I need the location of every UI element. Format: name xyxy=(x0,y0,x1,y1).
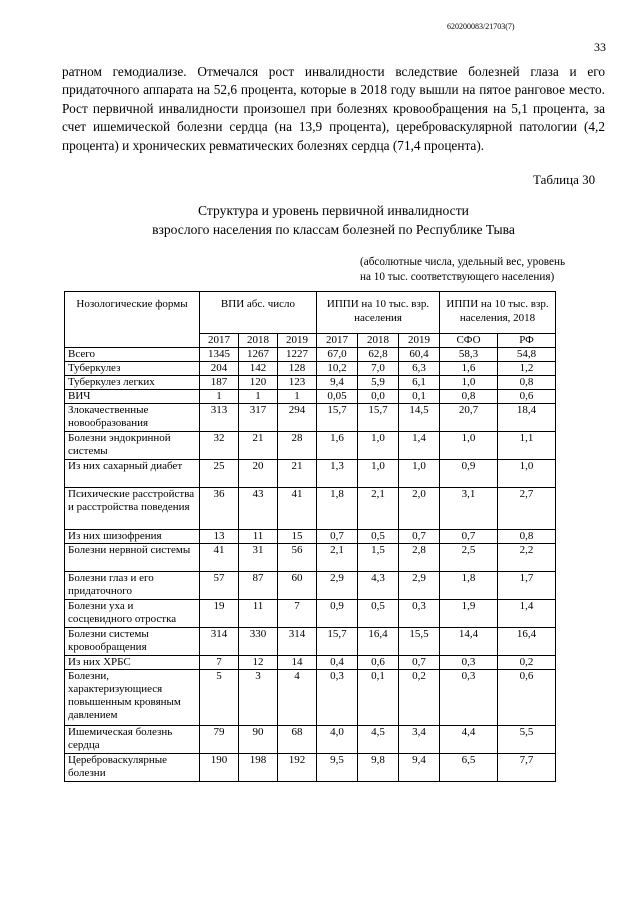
table-cell: 0,2 xyxy=(498,656,556,670)
table-cell: 0,9 xyxy=(440,460,498,488)
table-cell: 20,7 xyxy=(440,404,498,432)
table-cell: 4 xyxy=(278,670,317,726)
table-row xyxy=(65,460,556,488)
body-paragraph: ратном гемодиализе. Отмечался рост инвалидности вследствие болезней глаза и его придаточного аппарата на 52,6 процента, которые в 2018 году вышли на пятое ранговое место. Рост первичной инвалидности произошел при болезнях кровообращения на 5,1 процента, за счет ишемической болезни сердца (на 13,9 процента), цереброваскулярной патологии (4,2 процента) и хронических ревматических болезнях сердца (71,4 процента). xyxy=(62,64,605,153)
table-cell: 0,05 xyxy=(317,390,358,404)
table-cell: 1,8 xyxy=(317,488,358,530)
table-note xyxy=(360,255,610,284)
table-cell: 1227 xyxy=(278,348,317,362)
table-cell: 15,7 xyxy=(317,628,358,656)
document-id: 620200083/21703(7) xyxy=(447,22,515,31)
table-cell: 6,1 xyxy=(399,376,440,390)
table-cell: 16,4 xyxy=(498,628,556,656)
table-cell: 14,5 xyxy=(399,404,440,432)
table-cell: 12 xyxy=(239,656,278,670)
table-cell: 62,8 xyxy=(358,348,399,362)
table-cell: 90 xyxy=(239,726,278,754)
table-cell: 2,7 xyxy=(498,488,556,530)
table-cell: 32 xyxy=(200,432,239,460)
row-label: Цереброваскулярные болезни xyxy=(65,754,200,782)
table-cell: 9,5 xyxy=(317,754,358,782)
table-cell: 2,5 xyxy=(440,544,498,572)
table-cell: 11 xyxy=(239,600,278,628)
row-label: Болезни нервной системы xyxy=(65,544,200,572)
table-cell: 11 xyxy=(239,530,278,544)
table-cell: 1 xyxy=(278,390,317,404)
table-cell: 0,3 xyxy=(440,656,498,670)
header-vpi: ВПИ абс. число xyxy=(200,292,317,334)
table-cell: 4,0 xyxy=(317,726,358,754)
table-row xyxy=(65,600,556,628)
table-cell: 21 xyxy=(278,460,317,488)
table-title-line2: взрослого населения по классам болезней по Республике Тыва xyxy=(152,221,515,237)
header-ippi-2018: ИППИ на 10 тыс. взр. населения, 2018 xyxy=(440,292,556,334)
table-cell: 313 xyxy=(200,404,239,432)
table-cell: 16,4 xyxy=(358,628,399,656)
table-cell: 60 xyxy=(278,572,317,600)
table-cell: 3 xyxy=(239,670,278,726)
row-label: Болезни глаз и его придаточного xyxy=(65,572,200,600)
table-cell: 0,3 xyxy=(399,600,440,628)
table-cell: 0,3 xyxy=(440,670,498,726)
year-header: 2018 xyxy=(358,334,399,348)
table-cell: 2,1 xyxy=(317,544,358,572)
table-cell: 1,6 xyxy=(317,432,358,460)
table-cell: 0,1 xyxy=(358,670,399,726)
table-cell: 1267 xyxy=(239,348,278,362)
row-label: Туберкулез xyxy=(65,362,200,376)
table-row xyxy=(65,390,556,404)
table-cell: 0,0 xyxy=(358,390,399,404)
table-cell: 314 xyxy=(278,628,317,656)
table-cell: 14 xyxy=(278,656,317,670)
table-cell: 314 xyxy=(200,628,239,656)
table-note-line2: на 10 тыс. соответствующего населения) xyxy=(360,270,555,283)
table-cell: 198 xyxy=(239,754,278,782)
table-cell: 1,0 xyxy=(399,460,440,488)
page-number: 33 xyxy=(594,40,606,54)
table-cell: 2,9 xyxy=(317,572,358,600)
table-cell: 18,4 xyxy=(498,404,556,432)
table-cell: 43 xyxy=(239,488,278,530)
row-label: ВИЧ xyxy=(65,390,200,404)
table-cell: 13 xyxy=(200,530,239,544)
table-cell: 187 xyxy=(200,376,239,390)
table-cell: 7 xyxy=(278,600,317,628)
row-label: Из них шизофрения xyxy=(65,530,200,544)
year-header: СФО xyxy=(440,334,498,348)
table-cell: 123 xyxy=(278,376,317,390)
table-cell: 3,4 xyxy=(399,726,440,754)
table-row xyxy=(65,572,556,600)
table-cell: 0,7 xyxy=(399,530,440,544)
header-ippi: ИППИ на 10 тыс. взр. населения xyxy=(317,292,440,334)
table-row xyxy=(65,376,556,390)
table-row xyxy=(65,530,556,544)
table-cell: 14,4 xyxy=(440,628,498,656)
table-cell: 1,5 xyxy=(358,544,399,572)
row-label: Болезни уха и сосцевидного отростка xyxy=(65,600,200,628)
row-label: Психические расстройства и расстройства поведения xyxy=(65,488,200,530)
table-cell: 192 xyxy=(278,754,317,782)
table-cell: 128 xyxy=(278,362,317,376)
table-cell: 1,9 xyxy=(440,600,498,628)
table-cell: 0,3 xyxy=(317,670,358,726)
table-cell: 7 xyxy=(200,656,239,670)
row-label: Всего xyxy=(65,348,200,362)
table-cell: 1,6 xyxy=(440,362,498,376)
table-cell: 15,5 xyxy=(399,628,440,656)
table-row xyxy=(65,670,556,726)
table-cell: 5,9 xyxy=(358,376,399,390)
table-cell: 2,2 xyxy=(498,544,556,572)
table-cell: 7,0 xyxy=(358,362,399,376)
table-cell: 294 xyxy=(278,404,317,432)
row-label: Болезни, характеризующиеся повышенным кровяным давлением xyxy=(65,670,200,726)
table-cell: 0,5 xyxy=(358,530,399,544)
year-header: 2017 xyxy=(317,334,358,348)
year-header: 2019 xyxy=(278,334,317,348)
table-cell: 4,3 xyxy=(358,572,399,600)
table-cell: 142 xyxy=(239,362,278,376)
table-row xyxy=(65,348,556,362)
row-label: Туберкулез легких xyxy=(65,376,200,390)
table-cell: 67,0 xyxy=(317,348,358,362)
header-nosology: Нозологические формы xyxy=(65,292,200,348)
table-cell: 317 xyxy=(239,404,278,432)
table-cell: 9,4 xyxy=(399,754,440,782)
table-cell: 0,8 xyxy=(440,390,498,404)
table-cell: 2,9 xyxy=(399,572,440,600)
table-cell: 0,1 xyxy=(399,390,440,404)
table-cell: 7,7 xyxy=(498,754,556,782)
table-cell: 1,4 xyxy=(399,432,440,460)
row-label: Из них ХРБС xyxy=(65,656,200,670)
table-cell: 0,2 xyxy=(399,670,440,726)
table-cell: 1,0 xyxy=(498,460,556,488)
year-header: 2018 xyxy=(239,334,278,348)
table-label: Таблица 30 xyxy=(533,172,596,187)
year-header: 2017 xyxy=(200,334,239,348)
table-cell: 6,5 xyxy=(440,754,498,782)
table-cell: 330 xyxy=(239,628,278,656)
table-cell: 57 xyxy=(200,572,239,600)
table-cell: 0,7 xyxy=(317,530,358,544)
table-cell: 56 xyxy=(278,544,317,572)
table-cell: 1 xyxy=(239,390,278,404)
table-row xyxy=(65,726,556,754)
table-cell: 10,2 xyxy=(317,362,358,376)
table-cell: 1,0 xyxy=(358,432,399,460)
table-cell: 68 xyxy=(278,726,317,754)
table-cell: 6,3 xyxy=(399,362,440,376)
table-cell: 1,0 xyxy=(440,376,498,390)
table-cell: 1,3 xyxy=(317,460,358,488)
table-cell: 36 xyxy=(200,488,239,530)
table-cell: 1,1 xyxy=(498,432,556,460)
table-cell: 79 xyxy=(200,726,239,754)
table-row xyxy=(65,488,556,530)
header-row xyxy=(65,292,556,334)
table-cell: 20 xyxy=(239,460,278,488)
table-cell: 5 xyxy=(200,670,239,726)
table-cell: 0,6 xyxy=(358,656,399,670)
row-label: Болезни системы кровообращения xyxy=(65,628,200,656)
table-row xyxy=(65,754,556,782)
table-cell: 28 xyxy=(278,432,317,460)
table-cell: 9,4 xyxy=(317,376,358,390)
table-row xyxy=(65,432,556,460)
table-cell: 15 xyxy=(278,530,317,544)
table-cell: 2,8 xyxy=(399,544,440,572)
row-label: Злокачественные новообразования xyxy=(65,404,200,432)
table-cell: 204 xyxy=(200,362,239,376)
table-cell: 1,4 xyxy=(498,600,556,628)
table-row xyxy=(65,404,556,432)
table-cell: 21 xyxy=(239,432,278,460)
table-cell: 3,1 xyxy=(440,488,498,530)
table-cell: 60,4 xyxy=(399,348,440,362)
table-cell: 1345 xyxy=(200,348,239,362)
table-cell: 58,3 xyxy=(440,348,498,362)
table-cell: 0,6 xyxy=(498,670,556,726)
table-cell: 1,7 xyxy=(498,572,556,600)
table-cell: 0,7 xyxy=(399,656,440,670)
table-cell: 19 xyxy=(200,600,239,628)
table-cell: 4,5 xyxy=(358,726,399,754)
row-label: Из них сахарный диабет xyxy=(65,460,200,488)
table-cell: 190 xyxy=(200,754,239,782)
table-row xyxy=(65,362,556,376)
table-cell: 120 xyxy=(239,376,278,390)
table-cell: 1 xyxy=(200,390,239,404)
table-cell: 0,8 xyxy=(498,530,556,544)
table-cell: 0,9 xyxy=(317,600,358,628)
table-cell: 0,6 xyxy=(498,390,556,404)
table-cell: 1,0 xyxy=(358,460,399,488)
table-cell: 2,0 xyxy=(399,488,440,530)
table-cell: 54,8 xyxy=(498,348,556,362)
year-header: 2019 xyxy=(399,334,440,348)
table-cell: 1,0 xyxy=(440,432,498,460)
year-header: РФ xyxy=(498,334,556,348)
table-cell: 0,5 xyxy=(358,600,399,628)
table-row xyxy=(65,628,556,656)
table-row xyxy=(65,656,556,670)
table-cell: 31 xyxy=(239,544,278,572)
table-cell: 2,1 xyxy=(358,488,399,530)
table-cell: 0,7 xyxy=(440,530,498,544)
table-row xyxy=(65,544,556,572)
table-cell: 25 xyxy=(200,460,239,488)
table-cell: 15,7 xyxy=(358,404,399,432)
row-label: Ишемическая болезнь сердца xyxy=(65,726,200,754)
table-cell: 0,4 xyxy=(317,656,358,670)
table-title-line1: Структура и уровень первичной инвалидности xyxy=(198,203,469,218)
row-label: Болезни эндокринной системы xyxy=(65,432,200,460)
table-cell: 15,7 xyxy=(317,404,358,432)
table-note-line1: (абсолютные числа, удельный вес, уровень xyxy=(360,256,566,268)
table-title xyxy=(62,202,605,239)
table-cell: 1,2 xyxy=(498,362,556,376)
data-table xyxy=(64,291,556,782)
table-cell: 41 xyxy=(200,544,239,572)
table-cell: 1,8 xyxy=(440,572,498,600)
table-cell: 5,5 xyxy=(498,726,556,754)
table-cell: 87 xyxy=(239,572,278,600)
table-cell: 41 xyxy=(278,488,317,530)
table-cell: 4,4 xyxy=(440,726,498,754)
table-cell: 9,8 xyxy=(358,754,399,782)
table-cell: 0,8 xyxy=(498,376,556,390)
